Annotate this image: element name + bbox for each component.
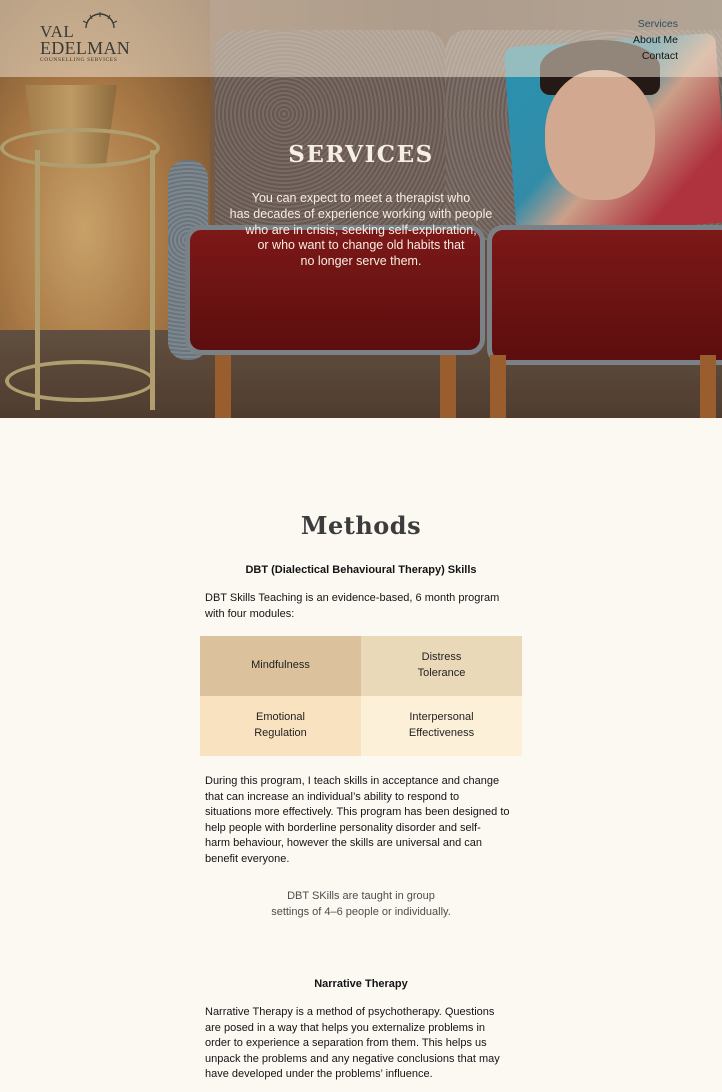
dbt-intro-line: with four modules: [205, 607, 295, 620]
dbt-body-line: that can increase an individual’s ability to respond to [205, 790, 460, 803]
hero-intro [211, 191, 511, 270]
dbt-heading: DBT (Dialectical Behavioural Therapy) Skills [245, 564, 477, 576]
module-label: Effectiveness [408, 727, 475, 739]
dbt-body-line: harm behaviour, however the skills are universal and can [205, 837, 482, 850]
hero-intro-line: You can expect to meet a therapist who [251, 191, 471, 205]
logo-tagline: COUNSELLING SERVICES [40, 57, 118, 63]
module-emotional-regulation [200, 696, 361, 756]
dbt-modules-grid [200, 636, 522, 756]
methods-heading: Methods [300, 511, 422, 540]
module-label: Emotional [256, 711, 305, 724]
page-title: SERVICES [288, 141, 434, 168]
logo-line-2: EDELMAN [40, 38, 131, 58]
module-interpersonal-effectiveness [361, 696, 522, 756]
logo-line-1: VAL [40, 22, 75, 41]
dbt-body-line: benefit everyone. [205, 852, 290, 865]
dbt-body-line: During this program, I teach skills in acceptance and change [205, 775, 500, 787]
narrative-body-line: Narrative Therapy is a method of psychotherapy. Questions [205, 1006, 495, 1018]
hero-intro-line: or who want to change old habits that [257, 238, 465, 253]
dbt-intro [205, 591, 520, 622]
module-label: Tolerance [417, 667, 466, 679]
module-distress-tolerance [361, 636, 522, 696]
dbt-body-line: situations more effectively. This program has been designed to [205, 806, 510, 819]
dbt-note-line: settings of 4–6 people or individually. [271, 905, 451, 918]
module-label: Interpersonal [409, 711, 474, 724]
hero-intro-line: no longer serve them. [300, 254, 422, 269]
nav-contact[interactable]: Contact [641, 50, 678, 62]
module-mindfulness [200, 636, 361, 696]
sunrise-icon [80, 12, 120, 30]
module-label: Regulation [254, 727, 307, 739]
narrative-body-line: unpack the problems and any negative conclusions that may [205, 1052, 500, 1065]
narrative-heading: Narrative Therapy [314, 978, 408, 990]
hero-intro-line: who are in crisis, seeking self-exploration, [245, 222, 477, 237]
narrative-body-line: have developed under the problems’ influence. [205, 1068, 433, 1081]
main-nav [633, 16, 678, 64]
nav-about-me[interactable]: About Me [633, 34, 678, 46]
module-label: Mindfulness [251, 659, 310, 672]
site-header [0, 0, 722, 77]
dbt-intro-line: DBT Skills Teaching is an evidence-based, 6 month program [205, 592, 500, 604]
dbt-body-line: help people with borderline personality disorder and self- [205, 821, 481, 834]
dbt-note-line: DBT SKills are taught in group [287, 890, 435, 902]
dbt-body [205, 774, 520, 868]
narrative-body-line: order to experience a separation from them. This helps us [205, 1037, 487, 1050]
narrative-body-line: are posed in a way that helps you externalize problems in [205, 1021, 486, 1034]
narrative-body [205, 1005, 520, 1083]
hero-intro-line: has decades of experience working with people [229, 206, 493, 221]
module-label: Distress [421, 651, 462, 664]
site-logo[interactable] [38, 14, 131, 66]
nav-services[interactable]: Services [637, 18, 678, 30]
dbt-note [0, 889, 722, 920]
